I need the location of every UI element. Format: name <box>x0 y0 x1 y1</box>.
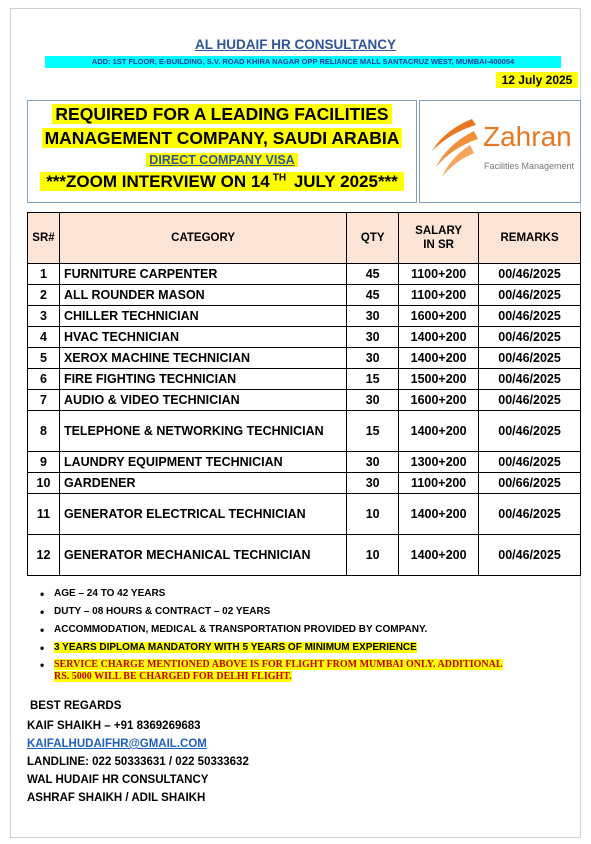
cell-sr: 9 <box>28 452 60 473</box>
note-diploma: • 3 YEARS DIPLOMA MANDATORY WITH 5 YEARS OF MINIMUM EXPERIENCE <box>40 639 503 657</box>
cell-remarks: 00/46/2025 <box>479 452 581 473</box>
notes-list <box>40 585 503 683</box>
cell-category: GENERATOR MECHANICAL TECHNICIAN <box>59 535 346 576</box>
cell-qty: 30 <box>347 348 399 369</box>
table-row <box>28 452 581 473</box>
note-service-charge: • SERVICE CHARGE MENTIONED ABOVE IS FOR FLIGHT FROM MUMBAI ONLY. ADDITIONAL RS. 5000 WILL BE CHARGED FOR DELHI FLIGHT. <box>40 659 503 683</box>
cell-qty: 10 <box>347 494 399 535</box>
cell-sr: 7 <box>28 390 60 411</box>
cell-category: GENERATOR ELECTRICAL TECHNICIAN <box>59 494 346 535</box>
requirement-box <box>27 100 417 203</box>
cell-category: CHILLER TECHNICIAN <box>59 306 346 327</box>
zahran-swoosh-icon <box>426 115 480 181</box>
cell-sr: 1 <box>28 264 60 285</box>
cell-salary: 1600+200 <box>399 390 479 411</box>
table-row <box>28 369 581 390</box>
cell-remarks: 00/46/2025 <box>479 264 581 285</box>
cell-qty: 30 <box>347 390 399 411</box>
cell-remarks: 00/46/2025 <box>479 348 581 369</box>
cell-salary: 1100+200 <box>399 473 479 494</box>
cell-salary: 1400+200 <box>399 494 479 535</box>
cell-sr: 11 <box>28 494 60 535</box>
cell-qty: 10 <box>347 535 399 576</box>
requirement-line-1: REQUIRED FOR A LEADING FACILITIES <box>28 103 416 125</box>
table-row <box>28 390 581 411</box>
cell-remarks: 00/46/2025 <box>479 327 581 348</box>
table-row <box>28 264 581 285</box>
cell-salary: 1500+200 <box>399 369 479 390</box>
cell-sr: 4 <box>28 327 60 348</box>
cell-remarks: 00/46/2025 <box>479 535 581 576</box>
cell-sr: 3 <box>28 306 60 327</box>
table-row <box>28 494 581 535</box>
table-row <box>28 327 581 348</box>
logo-name: Zahran <box>483 121 572 152</box>
cell-qty: 30 <box>347 306 399 327</box>
landline: LANDLINE: 022 50333631 / 022 50333632 <box>27 756 249 768</box>
header-qty: QTY <box>347 213 399 264</box>
header-category: CATEGORY <box>59 213 346 264</box>
header-salary: SALARY IN SR <box>399 213 479 264</box>
company-name: AL HUDAIF HR CONSULTANCY <box>195 37 396 52</box>
table-row <box>28 535 581 576</box>
cell-salary: 1100+200 <box>399 285 479 306</box>
note-age: • AGE – 24 TO 42 YEARS <box>40 585 503 603</box>
cell-salary: 1600+200 <box>399 306 479 327</box>
post-date: 12 July 2025 <box>496 72 578 88</box>
logo-subtitle: Facilities Management <box>484 161 575 171</box>
contact-email-link[interactable]: KAIFALHUDAIFHR@GMAIL.COM <box>27 738 207 750</box>
cell-salary: 1100+200 <box>399 264 479 285</box>
contact-phone: KAIF SHAIKH – +91 8369269683 <box>27 720 201 732</box>
table-row <box>28 411 581 452</box>
cell-remarks: 00/46/2025 <box>479 494 581 535</box>
cell-qty: 15 <box>347 369 399 390</box>
cell-remarks: 00/46/2025 <box>479 306 581 327</box>
cell-category: XEROX MACHINE TECHNICIAN <box>59 348 346 369</box>
note-benefits: • ACCOMMODATION, MEDICAL & TRANSPORTATION PROVIDED BY COMPANY. <box>40 621 503 639</box>
cell-salary: 1400+200 <box>399 411 479 452</box>
cell-sr: 6 <box>28 369 60 390</box>
cell-category: FURNITURE CARPENTER <box>59 264 346 285</box>
note-duty: • DUTY – 08 HOURS & CONTRACT – 02 YEARS <box>40 603 503 621</box>
cell-qty: 30 <box>347 327 399 348</box>
visa-type: DIRECT COMPANY VISA <box>28 153 416 168</box>
cell-category: ALL ROUNDER MASON <box>59 285 346 306</box>
cell-sr: 10 <box>28 473 60 494</box>
cell-remarks: 00/46/2025 <box>479 285 581 306</box>
company-address: ADD: 1ST FLOOR, E-BUILDING, S.V. ROAD KHIRA NAGAR OPP RELIANCE MALL SANTACRUZ WEST, MUMBAI-400054 <box>45 56 561 68</box>
zahran-logo <box>424 113 576 185</box>
table-row <box>28 285 581 306</box>
cell-qty: 45 <box>347 264 399 285</box>
header-sr: SR# <box>28 213 60 264</box>
cell-category: LAUNDRY EQUIPMENT TECHNICIAN <box>59 452 346 473</box>
logo-box <box>419 100 581 203</box>
cell-remarks: 00/46/2025 <box>479 369 581 390</box>
cell-qty: 30 <box>347 473 399 494</box>
cell-remarks: 00/66/2025 <box>479 473 581 494</box>
cell-sr: 8 <box>28 411 60 452</box>
cell-category: TELEPHONE & NETWORKING TECHNICIAN <box>59 411 346 452</box>
table-row <box>28 306 581 327</box>
signature-names: ASHRAF SHAIKH / ADIL SHAIKH <box>27 792 206 804</box>
cell-sr: 2 <box>28 285 60 306</box>
cell-qty: 45 <box>347 285 399 306</box>
header-remarks: REMARKS <box>479 213 581 264</box>
cell-qty: 30 <box>347 452 399 473</box>
requirement-line-2: MANAGEMENT COMPANY, SAUDI ARABIA <box>28 127 416 149</box>
cell-category: GARDENER <box>59 473 346 494</box>
jobs-table <box>27 212 581 576</box>
cell-qty: 15 <box>347 411 399 452</box>
cell-salary: 1400+200 <box>399 348 479 369</box>
table-header-row <box>28 213 581 264</box>
cell-salary: 1400+200 <box>399 327 479 348</box>
cell-remarks: 00/46/2025 <box>479 390 581 411</box>
cell-sr: 5 <box>28 348 60 369</box>
cell-category: FIRE FIGHTING TECHNICIAN <box>59 369 346 390</box>
cell-category: HVAC TECHNICIAN <box>59 327 346 348</box>
cell-sr: 12 <box>28 535 60 576</box>
table-row <box>28 473 581 494</box>
interview-date: ***ZOOM INTERVIEW ON 14 $^{TH}$ JULY 2025*** <box>28 171 416 193</box>
cell-category: AUDIO & VIDEO TECHNICIAN <box>59 390 346 411</box>
cell-remarks: 00/46/2025 <box>479 411 581 452</box>
regards: BEST REGARDS <box>30 700 122 712</box>
cell-salary: 1400+200 <box>399 535 479 576</box>
table-row <box>28 348 581 369</box>
cell-salary: 1300+200 <box>399 452 479 473</box>
signature-company: WAL HUDAIF HR CONSULTANCY <box>27 774 209 786</box>
